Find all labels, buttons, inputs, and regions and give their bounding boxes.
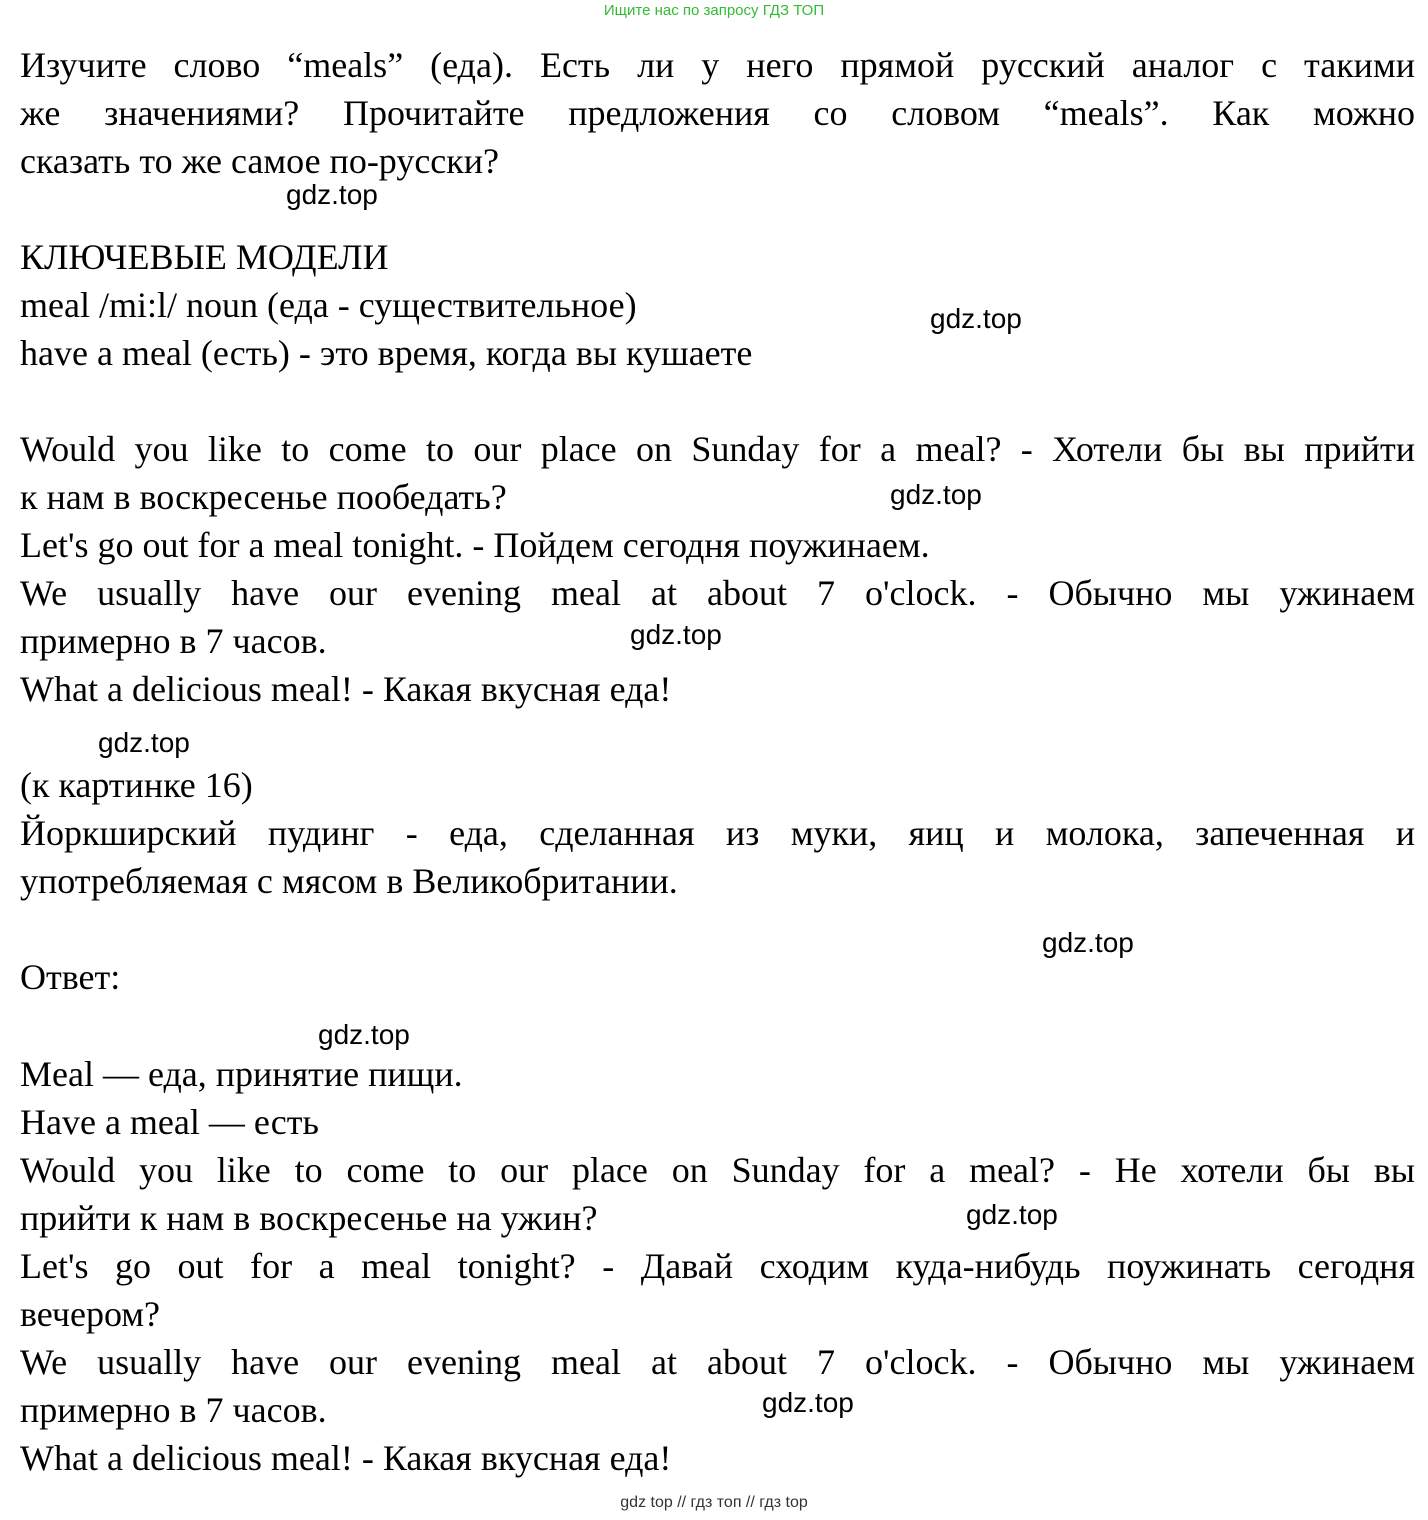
example-3-line-2: примерно в 7 часов. — [20, 621, 327, 661]
picture-note-line-1: Йоркширский пудинг - еда, сделанная из муки, яиц и молока, запеченная и — [20, 813, 1415, 853]
example-4: What a delicious meal! - Какая вкусная еда! — [20, 669, 672, 709]
watermark: gdz.top — [1042, 927, 1134, 958]
answer-line-6: What a delicious meal! - Какая вкусная еда! — [20, 1438, 672, 1478]
picture-note-line-2: употребляемая с мясом в Великобритании. — [20, 861, 678, 901]
key-model-entry-2: have a meal (есть) - это время, когда вы кушаете — [20, 333, 753, 373]
answer-line-2: Have a meal — есть — [20, 1102, 319, 1142]
example-1-line-1: Would you like to come to our place on Sunday for a meal? - Хотели бы вы прийти — [20, 429, 1415, 469]
watermark: gdz.top — [762, 1387, 854, 1418]
watermark: gdz.top — [98, 727, 190, 758]
answer-label: Ответ: — [20, 957, 121, 997]
picture-reference: (к картинке 16) — [20, 765, 253, 805]
watermark: gdz.top — [630, 619, 722, 650]
answer-line-1: Meal — еда, принятие пищи. — [20, 1054, 463, 1094]
answer-line-4b: вечером? — [20, 1294, 161, 1334]
example-3-line-1: We usually have our evening meal at about 7 o'clock. - Обычно мы ужинаем — [20, 573, 1415, 613]
task-line-1: Изучите слово “meals” (еда). Есть ли у него прямой русский аналог с такими — [20, 45, 1415, 85]
answer-line-5b: примерно в 7 часов. — [20, 1390, 327, 1430]
example-2: Let's go out for a meal tonight. - Пойдем сегодня поужинаем. — [20, 525, 930, 565]
answer-line-3a: Would you like to come to our place on Sunday for a meal? - Не хотели бы вы — [20, 1150, 1415, 1190]
footer-links[interactable]: gdz top // гдз топ // гдз top — [620, 1494, 808, 1511]
watermark: gdz.top — [930, 303, 1022, 334]
key-models-heading: КЛЮЧЕВЫЕ МОДЕЛИ — [20, 237, 389, 277]
watermark: gdz.top — [966, 1199, 1058, 1230]
answer-line-3b: прийти к нам в воскресенье на ужин? — [20, 1198, 598, 1238]
task-line-2: же значениями? Прочитайте предложения со словом “meals”. Как можно — [20, 93, 1415, 133]
search-hint-link[interactable]: Ищите нас по запросу ГДЗ ТОП — [603, 2, 825, 19]
example-1-line-2: к нам в воскресенье пообедать? — [20, 477, 507, 517]
watermark: gdz.top — [318, 1019, 410, 1050]
watermark: gdz.top — [286, 179, 378, 210]
key-model-entry-1: meal /mi:l/ noun (еда - существительное) — [20, 285, 637, 325]
task-line-3: сказать то же самое по-русски? — [20, 141, 500, 181]
answer-line-5a: We usually have our evening meal at about 7 o'clock. - Обычно мы ужинаем — [20, 1342, 1415, 1382]
watermark: gdz.top — [890, 479, 982, 510]
answer-line-4a: Let's go out for a meal tonight? - Давай сходим куда-нибудь поужинать сегодня — [20, 1246, 1415, 1286]
